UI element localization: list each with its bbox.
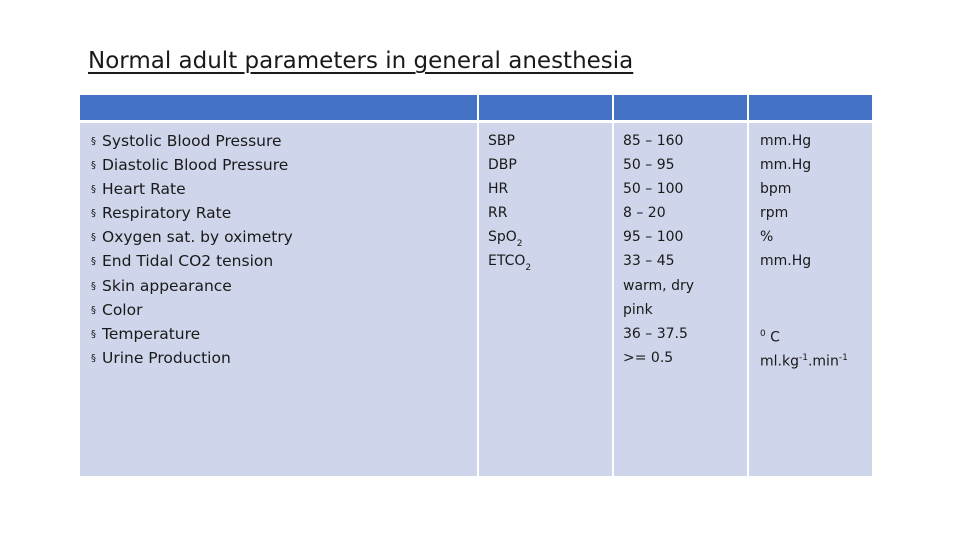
list-item: § Urine Production xyxy=(91,348,231,367)
range-value: 50 – 95 xyxy=(623,157,675,174)
abbr-dbp: DBP xyxy=(488,157,517,174)
list-item: § End Tidal CO2 tension xyxy=(91,252,274,271)
bullet-icon: § xyxy=(91,208,96,220)
abbr-hr: HR xyxy=(488,181,509,198)
range-value: warm, dry xyxy=(623,277,695,294)
range-column xyxy=(614,123,749,476)
bullet-icon: § xyxy=(91,304,96,316)
range-value: 8 – 20 xyxy=(623,205,666,222)
list-item: § Temperature xyxy=(91,324,201,343)
range-value: >= 0.5 xyxy=(623,349,674,366)
range-value: pink xyxy=(623,301,653,318)
bullet-icon: § xyxy=(91,232,96,244)
header-cell-range xyxy=(614,95,749,123)
abbr-spo2: SpO$_2$ xyxy=(488,229,523,250)
slide-title: Normal adult parameters in general anesthesia xyxy=(88,48,634,74)
list-item: § Color xyxy=(91,300,143,319)
unit-empty xyxy=(760,274,872,298)
header-cell-abbreviation xyxy=(479,95,614,123)
range-value: 85 – 160 xyxy=(623,133,684,149)
bullet-icon: § xyxy=(91,280,96,292)
bullet-icon: § xyxy=(91,184,96,196)
abbr-sbp: SBP xyxy=(488,133,515,149)
bullet-icon: § xyxy=(91,256,96,268)
unit-dbp: mm.Hg xyxy=(760,157,812,174)
bullet-icon: § xyxy=(91,328,96,340)
header-cell-parameter xyxy=(80,95,479,123)
header-cell-unit xyxy=(749,95,872,123)
list-item: § Respiratory Rate xyxy=(91,204,232,223)
unit-column xyxy=(749,123,872,476)
list-item: § Oxygen sat. by oximetry xyxy=(91,228,293,247)
unit-etco2: mm.Hg xyxy=(760,253,812,270)
unit-temperature: $^0$ C xyxy=(760,328,780,346)
list-item: § Heart Rate xyxy=(91,180,186,199)
list-item: § Diastolic Blood Pressure xyxy=(91,156,289,175)
list-item: § Skin appearance xyxy=(91,276,232,295)
unit-sbp: mm.Hg xyxy=(760,133,812,149)
bullet-icon: § xyxy=(91,136,96,147)
unit-rr: rpm xyxy=(760,205,789,222)
unit-spo2: % xyxy=(760,229,774,246)
range-value: 36 – 37.5 xyxy=(623,325,688,342)
abbreviation-column xyxy=(479,123,614,476)
range-value: 95 – 100 xyxy=(623,229,684,246)
unit-urine: $ml.kg^{-1}.\min^{-1}$ xyxy=(760,352,848,370)
unit-empty xyxy=(760,298,872,322)
parameters-table xyxy=(80,95,872,476)
range-value: 50 – 100 xyxy=(623,181,684,198)
abbr-etco2: $ETCO_2$ xyxy=(488,253,532,274)
bullet-icon: § xyxy=(91,160,96,172)
abbr-rr: RR xyxy=(488,205,508,222)
range-value: 33 – 45 xyxy=(623,253,675,270)
unit-hr: bpm xyxy=(760,181,792,198)
list-item: § Systolic Blood Pressure xyxy=(91,132,282,150)
bullet-icon: § xyxy=(91,352,96,364)
parameter-column xyxy=(80,123,479,476)
